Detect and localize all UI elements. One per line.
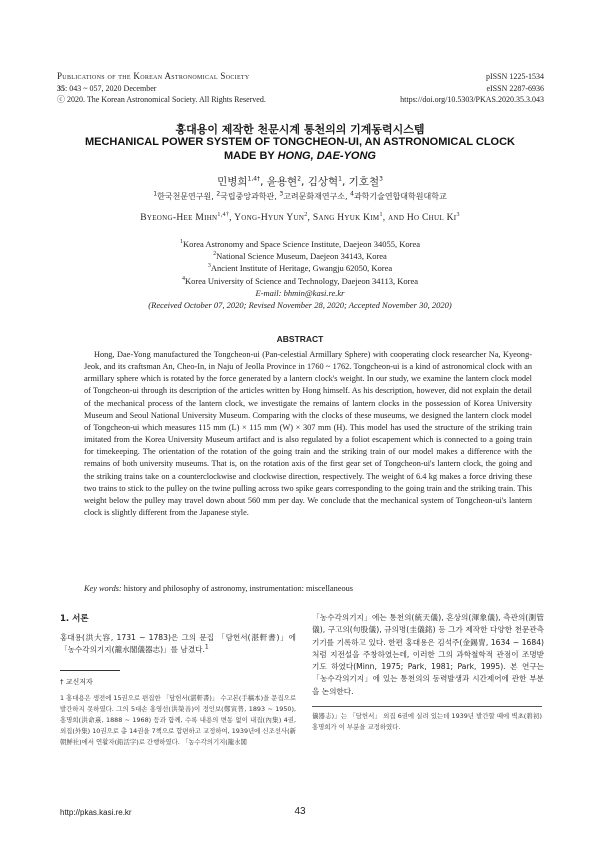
footnote-ref: 1 [204, 643, 209, 651]
introduction-paragraph: 홍대용(洪大容, 1731 ~ 1783)은 그의 문집 「담헌서(湛軒書)」에 「농수각의기지(籠水閣儀器志)」를 남겼다.$^1$ [60, 633, 296, 655]
section-heading-introduction: 1. 서론 [60, 614, 89, 624]
footnote-1: 1 홍대용은 생전에 15권으로 편집한 「담헌서(湛軒書)」 수고본(手稿本)을 문집으로 발간하지 못하였다. 그의 5대손 홍영선(洪榮善)이 정인보(鄭寅普, 1893 ~ 1950), 홍명희(洪命熹, 1888 ~ 1968) 등과 함께, 수록 내용의 변동 없이 내집(內集) 4권, 외집(外集) 10권으로 총 14권을 7책으로 합편하고 교정하여, 1939년에 신조선사(新朝鮮社)에서 연활자(鉛活字)로 간행하였다. 「농수각의기지(籠水閣 [60, 693, 296, 747]
english-author-list: Byeong-Hee Mihn$^{1,4\dagger}$, Yong-Hyun Yun$^2$, Sang Hyuk Kim$^1$, and Ho Chul Ki$^3$ [140, 211, 460, 223]
english-author: Ho Chul Ki$^3$ [406, 211, 460, 223]
english-author: Sang Hyuk Kim$^1$ [312, 211, 383, 223]
english-title-made-by: MADE BY [224, 150, 275, 162]
abstract-body: Hong, Dae-Yong manufactured the Tongcheon-ui (Pan-celestial Armillary Sphere) with cooperating clock researcher Na, Kyeong-Jeok, and its craftsman An, Cheo-In, in Naju of Jeolla Province in 1760 ~ 1762. Tongcheon-ui is a kind of astronomical clock with an armillary sphere which is rotated by the force generated by a lantern clock's weight. In our study, we examine the lantern clock model of Tongcheon-ui through its description of the articles written by Hong himself. As his description, however, did not explain the detail of the mechanical process of the lantern clock, we investigate the remains of lantern clocks in the possession of Korea University Museum and Seoul National University Museum. Comparing with the clocks of these museums, we designed the lantern clock model of Tongcheon-ui which measures 115 mm (L) × 115 mm (W) × 307 mm (H). This model has used the structure of the striking train imitated from the Korea University Museum artifact and is also regulated by a foliot escapement which is connected to a going train for timekeeping. The orientation of the rotation of the going train and the striking train of our model makes a difference with the remains of both university museums. That is, on the rotation axis of the first gear set of Tongcheon-ui's lantern clock, the going and the striking trains take on a counterclockwise and clockwise direction, respectively. The weight of 6.4 kg makes a force driving these two trains to stick to the pulley on the twine pulling across two spike gears corresponding to the going train and the striking train. This weight below the pulley may travel down about 560 mm per day. We conclude that the mechanical system of Tongcheon-ui's lantern clock is slightly different from the Japanese style. [84, 350, 532, 518]
affiliation: $^1$Korea Astronomy and Space Science Institute, Daejeon 34055, Korea [180, 239, 420, 249]
affiliation: $^4$Korea University of Science and Technology, Daejeon 34113, Korea [182, 275, 418, 286]
keywords-label: Key words: [84, 584, 122, 593]
korean-affiliation: $^2$국립중앙과학관 [216, 190, 275, 201]
footer-url[interactable]: http://pkas.kasi.re.kr [60, 808, 132, 817]
page-number: 43 [294, 806, 306, 817]
korean-title: 홍대용이 제작한 천문시계 통천의의 기계동력시스템 [175, 123, 425, 136]
korean-author: 김상혁$^1$ [307, 175, 342, 188]
korean-author: 민병희$^{1,4\dagger}$ [217, 175, 261, 188]
english-title-line2 [60, 149, 540, 163]
english-author: Byeong-Hee Mihn$^{1,4\dagger}$ [140, 211, 230, 223]
korean-affiliation: $^1$한국천문연구원 [153, 190, 212, 201]
received-dates: (Received October 07, 2020; Revised November 28, 2020; Accepted November 30, 2020) [148, 300, 452, 310]
keywords-list: history and philosophy of astronomy, instrumentation: miscellaneous [123, 584, 354, 593]
footnote-divider [60, 670, 120, 671]
pissn: pISSN 1225-1534 [485, 72, 544, 81]
right-column [312, 612, 544, 733]
english-author: Yong-Hyun Yun$^2$ [234, 211, 308, 223]
english-title [60, 135, 540, 163]
korean-author: 윤용현$^2$ [266, 175, 302, 188]
corresponding-author-note: † 교신저자 [60, 677, 93, 686]
korean-author-list: 민병희$^{1,4\dagger}$, 윤용현$^2$, 김상혁$^1$, 기호철$^3$ [217, 175, 383, 188]
doi-link[interactable]: https://doi.org/10.5303/PKAS.2020.35.3.043 [400, 95, 544, 104]
korean-affiliation: $^3$고려문화재연구소 [279, 190, 346, 201]
korean-author: 기호철$^3$ [348, 175, 383, 188]
korean-affiliations: $^1$한국천문연구원, $^2$국립중앙과학관, $^3$고려문화재연구소, $^4$과학기술연합대학원대학교 [153, 190, 447, 201]
footnote-1-continued: 儀器志)」는 「담헌서」 외집 6권에 실려 있는데 1939년 발간할 때에 벽초(碧初) 홍명희가 이 부분을 교정하였다. [312, 712, 542, 732]
keywords [84, 584, 532, 593]
abstract-heading: ABSTRACT [276, 334, 324, 344]
left-column [60, 612, 296, 749]
header-right [344, 71, 544, 106]
corresponding-email: E-mail: bhmin@kasi.re.kr [255, 287, 345, 298]
journal-name: Publications of the Korean Astronomical Society [57, 71, 250, 81]
english-affiliations [0, 238, 600, 299]
volume-number: 35 [57, 83, 65, 93]
affiliation: $^3$Ancient Institute of Heritage, Gwangju 62050, Korea [207, 263, 393, 274]
english-title-author: HONG, DAE-YONG [277, 150, 376, 162]
introduction-paragraph-continued: 「농수각의기지」에는 통천의(統天儀), 혼상의(渾象儀), 측관의(測管儀), 구고의(句股儀), 규의명(圭儀銘) 등 그가 제작한 다양한 천문관측기기를 기록하고 있다. 한편 홍대용은 김석주(金錫冑, 1634 ~ 1684)처럼 지전설을 주창하였는데, 이러한 그의 과학철학적 관점이 조명받기도 하였다(Minn, 1975; Park, 1981; Park, 1995). 본 연구는 「농수각의기지」에 있는 통천의의 동력발생과 시간제어에 관한 부분을 논의한다. [312, 613, 544, 696]
eissn: eISSN 2287-6936 [486, 83, 544, 93]
pages-date: : 043 ~ 057, 2020 December [65, 83, 157, 93]
copyright: ⓒ 2020. The Korean Astronomical Society. All Rights Reserved. [57, 95, 266, 104]
english-title-line1: MECHANICAL POWER SYSTEM OF TONGCHEON-UI, AN ASTRONOMICAL CLOCK [84, 136, 516, 148]
korean-affiliation: $^4$과학기술연합대학원대학교 [350, 190, 447, 201]
footnote-continuation-block [312, 706, 542, 733]
affiliation: $^2$National Science Museum, Daejeon 34143, Korea [213, 251, 387, 262]
